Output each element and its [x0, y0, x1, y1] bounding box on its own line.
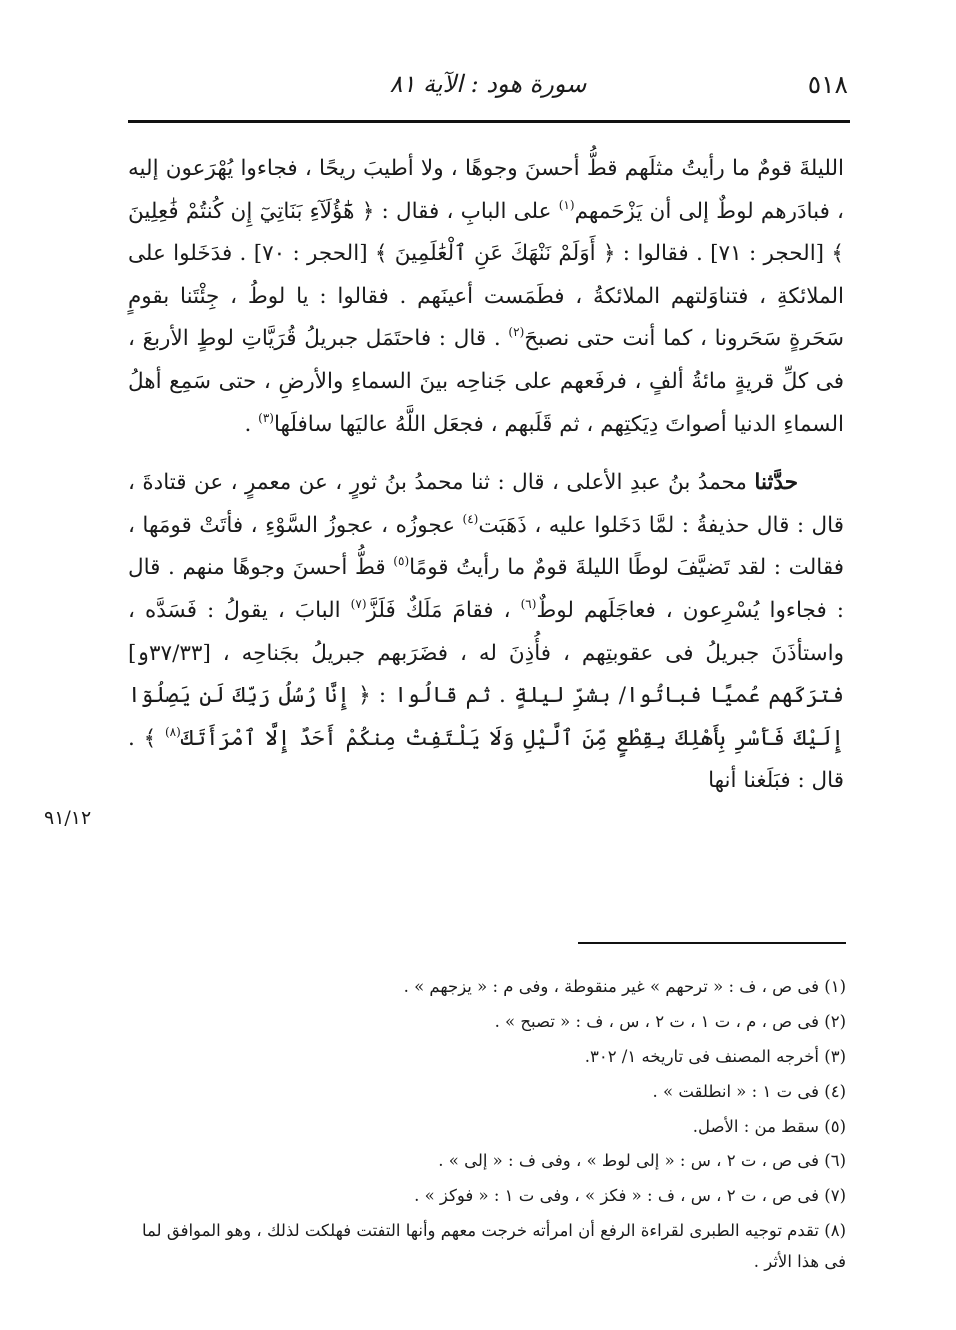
footnote-marker: (٦): [520, 596, 537, 611]
footnote: (٣) أخرجه المصنف فى تاريخه ١/ ٣٠٢.: [584, 1046, 846, 1066]
text-segment: ﴾ . قال : فبَلَغنا أنها: [128, 725, 844, 794]
footnote-marker: (٨): [164, 724, 181, 739]
page-header: [128, 66, 848, 106]
footnote: (٢) فى ص ، م ، ت ١ ، ت ٢ ، س ، ف : « تصبح » .: [494, 1011, 846, 1031]
text-segment: على البابِ ، فقال : ﴿ هَٰٓؤُلَآءِ بَنَاتِيٓ إِن كُنتُمْ فَٰعِلِينَ ﴾ [الحجر : ٧١] . فقالوا : ﴿ أَوَلَمْ نَنْهَكَ عَنِ ٱلْعَٰلَمِينَ ﴾ [الحجر : ٧٠] . فدَخَلوا على الملائكةِ ، فتناوَلتهم الملائكةُ ، فطَمَست أعينَهم . فقالوا : يا لوطُ ، جِئْتَنا بقومٍ سَحَرةٍ سَحَرونا ، كما أنت حتى نصبحَ: [128, 198, 845, 352]
text-segment: .: [244, 411, 259, 437]
footnote-marker: (٢): [508, 325, 525, 340]
footnote-divider: [578, 942, 846, 944]
text-segment: ، فقامَ مَلَكٌ فَلَزَّ: [366, 597, 521, 623]
footnotes: [130, 972, 846, 1277]
main-text: [128, 148, 844, 803]
paragraph-2: [128, 462, 844, 803]
footnote: (١) فى ص ، ف : « ترحهم » غير منقوطة ، وفى م : « يزجهم » .: [403, 977, 846, 996]
paragraph-lead: حدَّثنا: [754, 470, 798, 496]
footnote: (٧) فى ص ، ت ٢ ، س ، ف : « فكز » ، وفى ت ١ : « فوكز » .: [414, 1186, 846, 1206]
text-segment: . قال : فاحتَمَل جبريلُ قُرَيَّاتِ لوطٍ الأربعَ ، فى كلِّ قريةٍ مائةُ ألفٍ ، فرفَعهم على جَناحِه بينَ السماءِ والأرضِ ، حتى سَمِع أهلُ السماءِ الدنيا أصواتَ دِيَكتِهم ، ثم قَلَبهم ، فجعَل اللَّهُ عاليَها سافلَها: [128, 326, 844, 437]
running-title: سورة هود : الآية ٨١: [389, 70, 587, 98]
footnote: (٨) تقدم توجيه الطبرى لقراءة الرفع أن امرأته خرجت معهم وأنها التفتت فهلكت لذلك ، وهو الموافق لما فى هذا الأثر .: [141, 1221, 846, 1271]
page-number: ٥١٨: [807, 70, 848, 99]
footnote-marker: (٤): [462, 511, 479, 526]
footnote-marker: (١): [558, 197, 575, 212]
header-divider: [128, 120, 850, 123]
footnote-marker: (٣): [258, 410, 274, 425]
text-segment: قطُّ أحسنَ وجوهًا منهم . قال : فجاءوا يُسْرِعون ، فعاجَلَهم لوطٌ: [128, 555, 844, 623]
margin-reference: ٩١/١٢: [44, 807, 92, 829]
footnote-marker: (٧): [350, 596, 367, 611]
footnote: (٥) سقط من : الأصل.: [692, 1116, 846, 1136]
footnote: (٤) فى ت ١ : « انطلقت » .: [652, 1081, 846, 1101]
footnote-marker: (٥): [393, 554, 410, 569]
paragraph-1: [128, 148, 844, 446]
text-segment: محمدُ بنُ عبدِ الأعلى ، قال : ثنا محمدُ بنُ ثورٍ ، عن معمرٍ ، عن قتادةَ ، قال : قال حذيفةُ : لمَّا دَخَلوا عليه ، ذَهَبَت: [128, 470, 844, 538]
text-segment: البابَ ، يقولُ : فَسَدَّه ، واستأذَنَ جبريلُ فى عقوبتِهم ، فأُذِنَ له ، فضَرَبهم جبريلُ بجَناحِه ، [٣٧/٣٣و] فترَكَهم عُميًا فباتُوا/ بشرِّ ليلةٍ . ثم قالُوا : ﴿ إِنَّا رُسُلُ رَبِّكَ لَن يَصِلُوٓا إِلَيْكَ فَأَسْرِ بِأَهْلِكَ بِقِطْعٍ مِّنَ ٱلَّيْلِ وَلَا يَلْتَفِتْ مِنكُمْ أَحَدٌ إِلَّا ٱمْرَأَتَكَ: [128, 597, 844, 751]
footnote: (٦) فى ص ، ت ٢ ، س : « إلى لوط » ، وفى ف : « إلى » .: [438, 1151, 846, 1171]
text-segment: الليلةَ قومٌ ما رأيتُ مثلَهم قطُّ أحسنَ وجوهًا ، ولا أطيبَ ريحًا ، فجاءوا يُهْرَعون إليه ، فبادَرهم لوطٌ إلى أن يَزْحَمهم: [128, 156, 844, 224]
text-segment: عجوزُه ، عجوزُ السَّوْءِ ، فأتَتْ قومَها ، فقالت : لقد تَضيَّفَ لوطًا الليلةَ قومٌ ما رأيتُ قومًا: [128, 512, 844, 581]
